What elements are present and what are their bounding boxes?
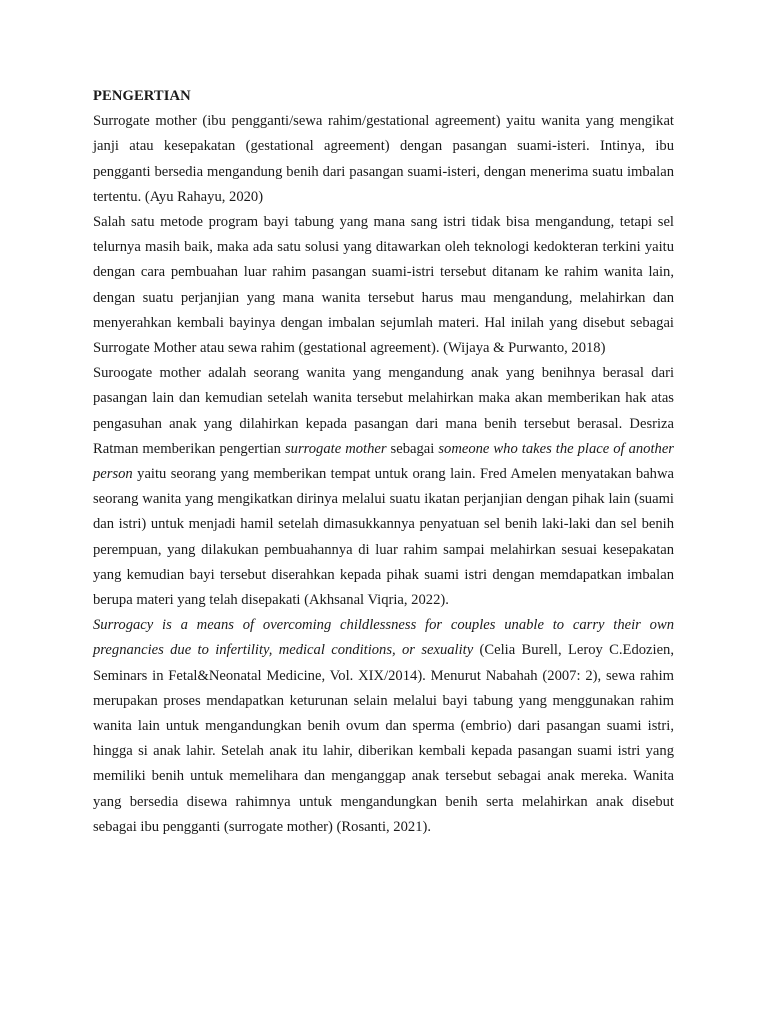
italic-term-surrogate-mother: surrogate mother: [284, 440, 387, 457]
text-run: (Celia Burell, Leroy C.Edozien, Seminars in Fetal&Neonatal Medicine, Vol. XIX/2014). Menurut Nabahah (2007: 2), sewa rahim merupakan proses mendapatkan keturunan selain melalui bayi tabung yang menggunakan rahim wanita lain untuk mengandungkan benih ovum dan sperma (embrio) dari pasangan suami istri, hingga si anak lahir. Setelah anak itu lahir, diberikan kembali kepada pasangan suami istri yang memiliki benih untuk memelihara dan menganggap anak tersebut sebagai anak mereka. Wanita yang bersedia disewa rahimnya untuk mengandungkan benih serta melahirkan anak disebut sebagai ibu pengganti (surrogate mother) (Rosanti, 2021).: [93, 642, 674, 835]
paragraph-surrogate-description: [93, 361, 674, 613]
document-page: [93, 84, 674, 840]
paragraph-surrogacy-quote: [93, 613, 674, 840]
italic-definition-quote: someone who takes the place of another person: [93, 440, 674, 483]
paragraph-ivf-method: Salah satu metode program bayi tabung yang mana sang istri tidak bisa mengandung, tetapi sel telurnya masih baik, maka ada satu solusi yang ditawarkan oleh teknologi kedokteran terkini yaitu dengan cara pembuahan luar rahim pasangan suami-istri tersebut ditanam ke rahim wanita lain, dengan suatu perjanjian yang mana wanita tersebut harus mau mengandung, melahirkan dan menyerahkan kembali bayinya dengan imbalan sejumlah materi. Hal inilah yang disebut sebagai Surrogate Mother atau sewa rahim (gestational agreement). (Wijaya & Purwanto, 2018): [93, 214, 674, 357]
text-run: sebagai: [386, 440, 439, 457]
text-run: Suroogate mother adalah seorang wanita yang mengandung anak yang benihnya berasal dari pasangan lain dan kemudian setelah wanita tersebut melahirkan maka akan memberikan hak atas pengasuhan anak yang dilahirkan kepada pasangan dari mana benih tersebut berasal. Desriza Ratman memberikan pengertian: [93, 365, 674, 457]
paragraph-definition: Surrogate mother (ibu pengganti/sewa rahim/gestational agreement) yaitu wanita yang mengikat janji atau kesepakatan (gestational agreement) dengan pasangan suami-isteri. Intinya, ibu pengganti bersedia mengandung benih dari pasangan suami-isteri, dengan menerima suatu imbalan tertentu. (Ayu Rahayu, 2020): [93, 113, 674, 205]
text-run: yaitu seorang yang memberikan tempat untuk orang lain. Fred Amelen menyatakan bahwa seorang wanita yang mengikatkan dirinya melalui suatu ikatan perjanjian dengan pihak lain (suami dan istri) untuk menjadi hamil setelah dimasukkannya penyatuan sel benih laki-laki dan sel benih perempuan, yang dilakukan pembuahannya di luar rahim sampai melahirkan sesuai kesepakatan yang kemudian bayi tersebut diserahkan kepada pihak suami istri dengan memdapatkan imbalan berupa materi yang telah disepakati (Akhsanal Viqria, 2022).: [93, 466, 674, 609]
italic-english-quote: Surrogacy is a means of overcoming childlessness for couples unable to carry their own pregnancies due to infertility, medical conditions, or sexuality: [93, 617, 674, 659]
section-heading: PENGERTIAN: [93, 88, 191, 104]
